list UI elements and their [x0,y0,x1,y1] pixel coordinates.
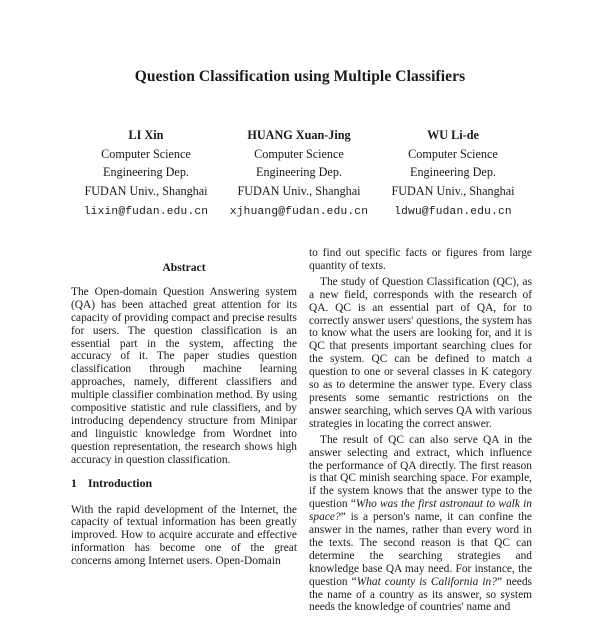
paper-title: Question Classification using Multiple Classifiers [134,68,466,85]
section-title: Introduction [88,475,153,490]
example-question: What county is California in? [356,575,497,588]
author-department-line2: Engineering Dep. [256,165,342,180]
author-email[interactable]: xjhuang@fudan.edu.cn [229,206,369,219]
author-department: Computer Science [408,146,498,161]
author-department: Computer Science [254,146,344,161]
author-affiliation: FUDAN Univ., Shanghai [391,183,515,198]
abstract-text: The Open-domain Question Answering system (QA) has been attached great attention for its capacity of providing compact and precise results for users. The question classification is an essential part in the system, affecting the accuracy of it. The paper studies question classification through machine learning approaches, namely, different classifiers and multiple classifier combination method. By using compositive statistic and rule classifiers, and by introducing dependency structure from Minipar and linguistic knowledge from Wordnet into question representation, the research shows high accuracy in question classification. [71,285,297,466]
section-number: 1 [71,475,77,490]
author-department-line2: Engineering Dep. [103,165,189,180]
author-name: LI Xin [128,128,164,142]
paragraph-text: ” is a person's name, it can confine the answer in the names, rather than every word in the texts. The second reason is that QC can determine the searching strategies and knowledge base QA may need. For instance, the question “ [309,511,532,588]
author-email[interactable]: lixin@fudan.edu.cn [83,206,209,219]
paragraph-text: The result of QC can also serve QA in the answer selecting and extract, which influence the performance of QA directly. The first reason is that QC minish searching space. For example, if the system knows that the answer type to the question “ [309,433,532,511]
author-3 [353,126,553,222]
paragraph-text: ” needs the name of a country as its answer, so system needs the knowledge of countries' name and [309,575,532,614]
author-affiliation: FUDAN Univ., Shanghai [237,183,361,198]
author-name: WU Li-de [427,128,479,142]
author-affiliation: FUDAN Univ., Shanghai [84,183,208,198]
paragraph-continued: to find out specific facts or figures from large quantity of texts. [309,247,532,272]
paragraph-qc-result [309,434,532,615]
left-column [71,262,297,571]
paragraph-qc-study: The study of Question Classification (QC), as a new field, corresponds with the research of QA. QC is an essential part of QA, for to correctly answer users' questions, the system has to know what the users are looking for, and it is QC that presents important searching clues for the system. QC can be defined to match a question to one or several classes in K category so as to determine the answer type. Every class presents some semantic restrictions on the answer searching, which serves QA with various strategies in locating the correct answer. [309,275,532,430]
abstract-heading: Abstract [162,261,206,274]
intro-paragraph: With the rapid development of the Internet, the capacity of textual information has been greatly improved. How to acquire accurate and effective information has become one of the great concerns among Internet users. Open-Domain [71,503,297,568]
author-department-line2: Engineering Dep. [410,165,496,180]
author-email[interactable]: ldwu@fudan.edu.cn [394,206,512,219]
author-department: Computer Science [101,146,191,161]
author-name: HUANG Xuan-Jing [247,128,351,142]
section-heading [71,477,297,490]
right-column [309,247,532,617]
example-question: Who was the first astronaut to walk in space? [309,498,532,524]
